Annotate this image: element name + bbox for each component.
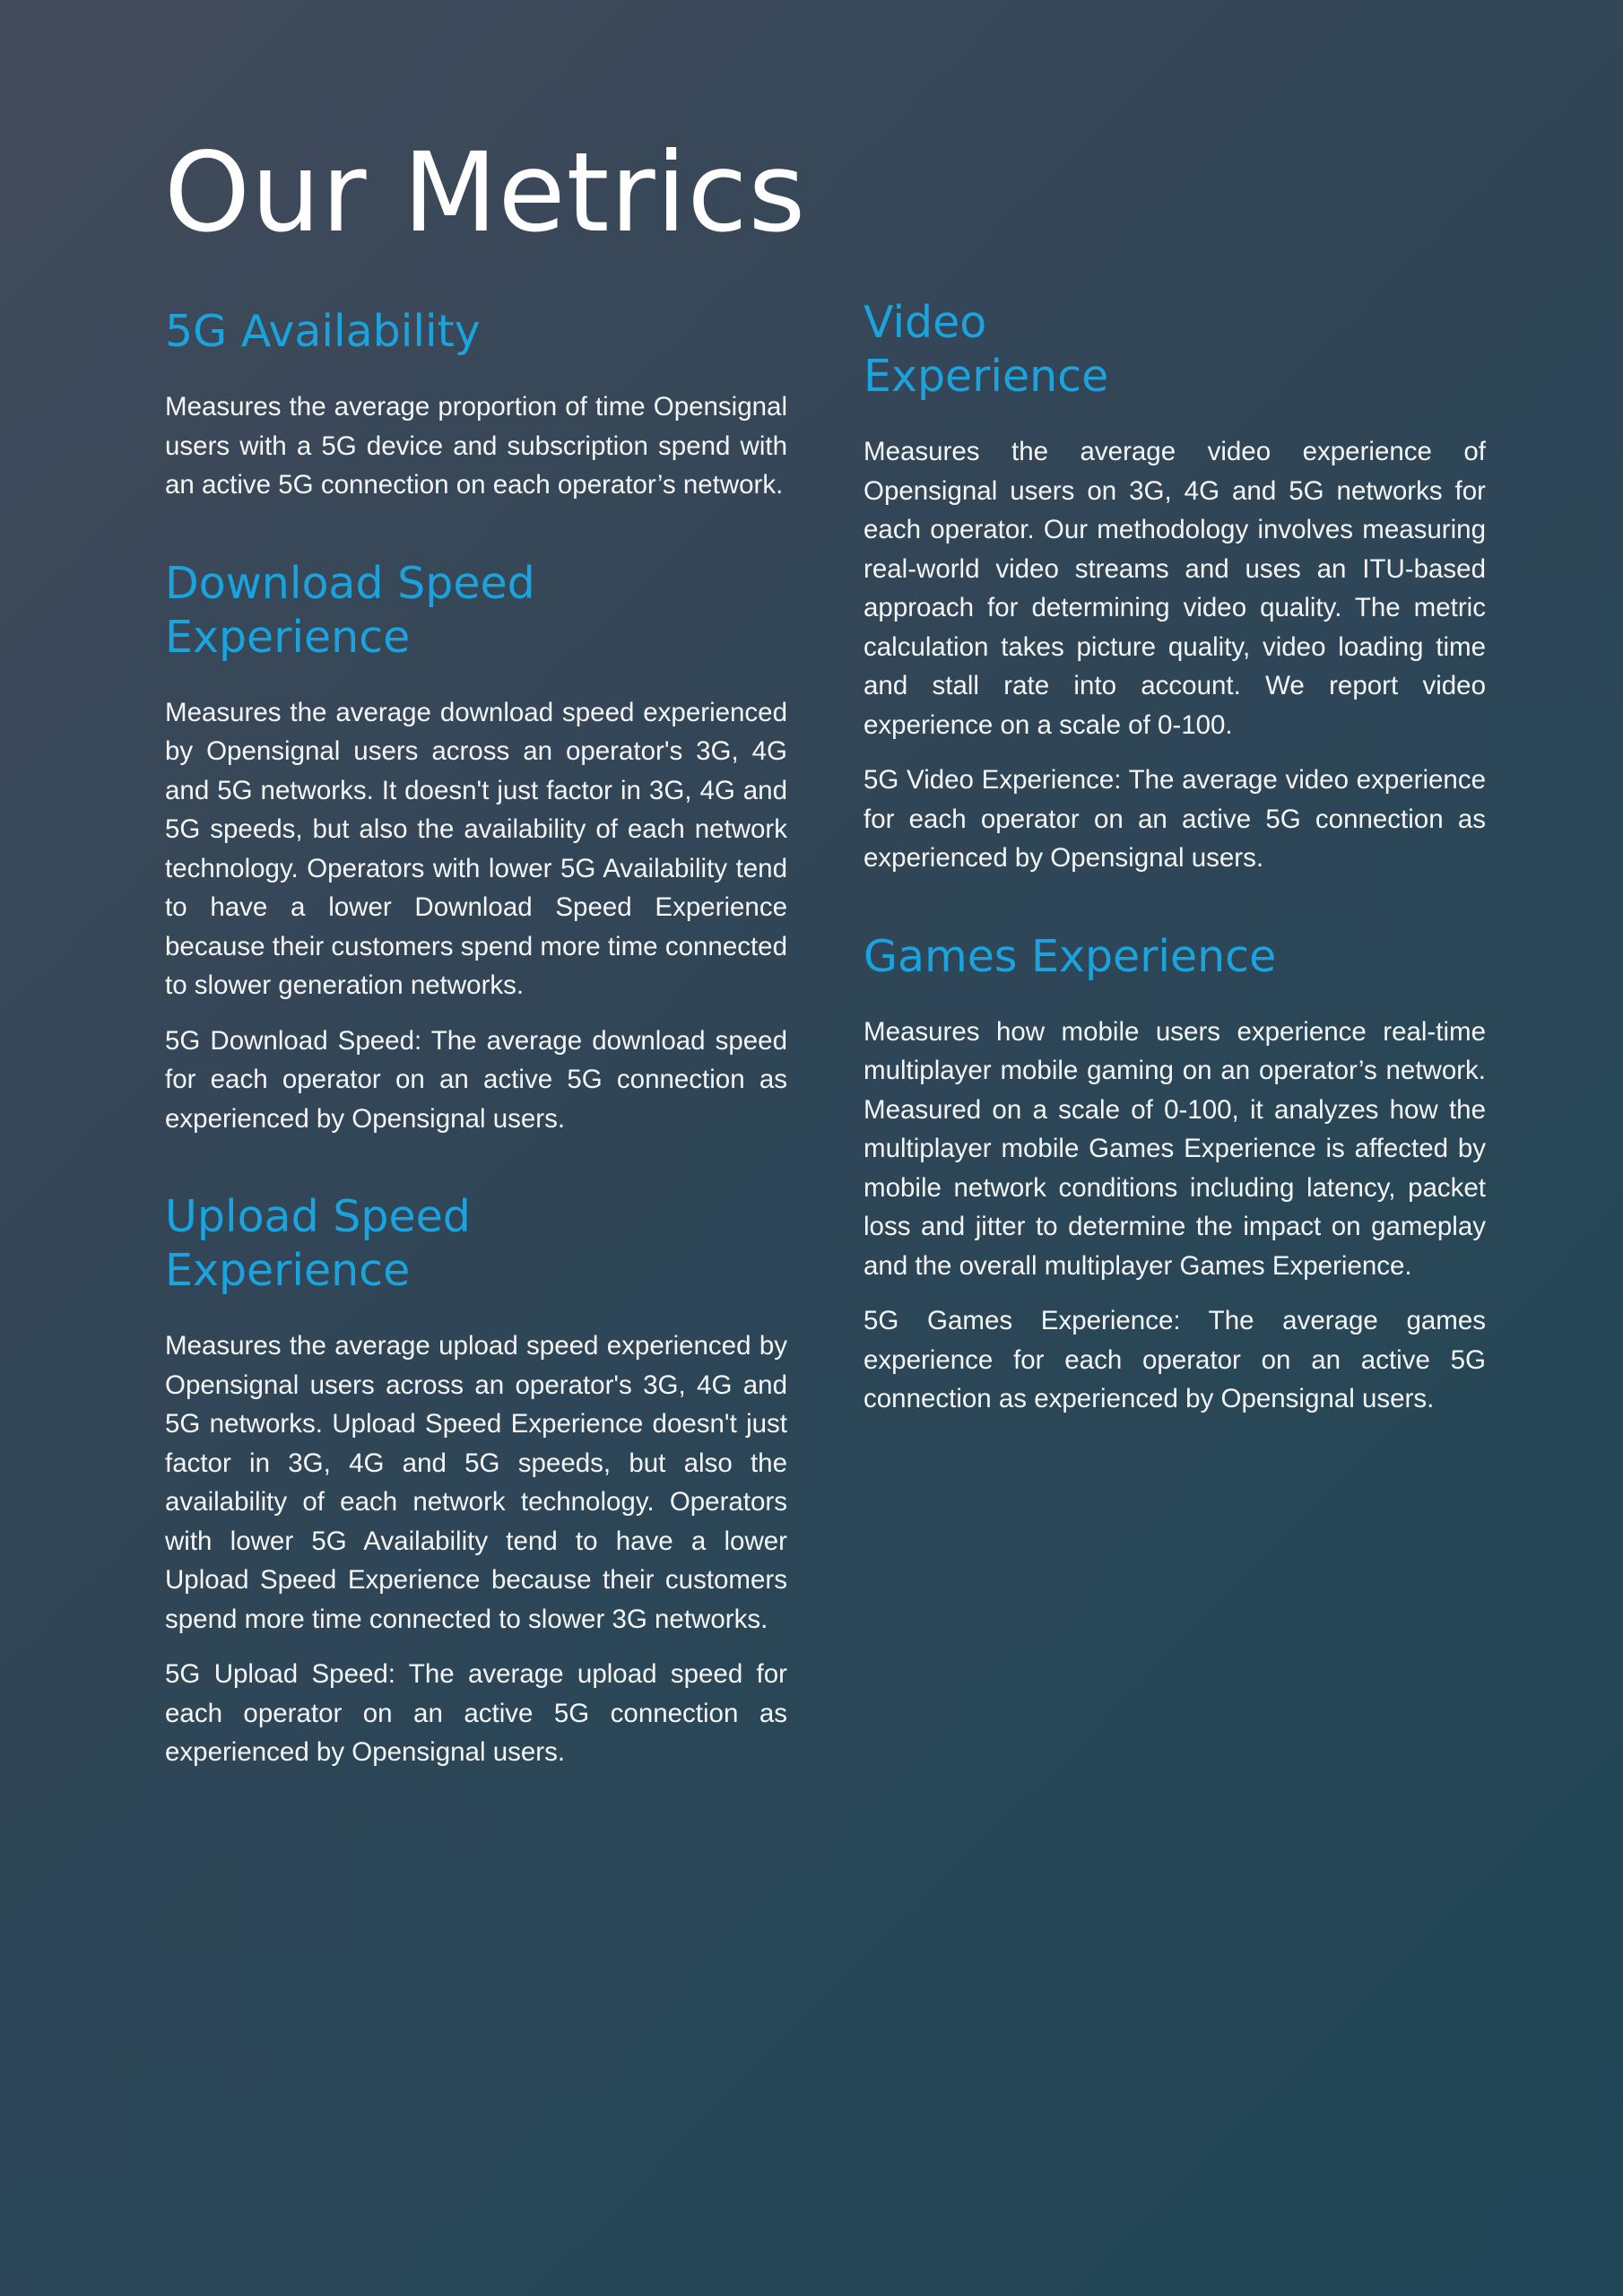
page-title: Our Metrics (164, 129, 807, 257)
section-download-speed-experience (165, 557, 787, 1139)
section-upload-speed-experience (165, 1190, 787, 1772)
section-paragraph: 5G Video Experience: The average video experience for each operator on an active 5G connection as experienced by Opensignal users. (864, 765, 1486, 873)
section-heading: 5G Availability (165, 306, 481, 357)
section-heading: Download Speed Experience (165, 557, 535, 663)
section-heading: Upload Speed Experience (165, 1191, 471, 1296)
section-video-experience (864, 296, 1486, 878)
section-paragraph: Measures the average upload speed experienced by Opensignal users across an operator's 3G, 4G and 5G networks. Upload Speed Experience doesn't just factor in 3G, 4G and 5G speeds, but also the availability of each network technology. Operators with lower 5G Availability tend to have a lower Upload Speed Experience because their customers spend more time connected to slower 3G networks. (165, 1331, 787, 1634)
section-paragraph: Measures the average proportion of time Opensignal users with a 5G device and subscription spend with an active 5G connection on each operator’s network. (165, 392, 787, 500)
section-heading: Video Experience (864, 297, 1109, 402)
section-paragraph: 5G Upload Speed: The average upload speed for each operator on an active 5G connection as experienced by Opensignal users. (165, 1659, 787, 1767)
left-column (165, 305, 787, 1824)
section-heading: Games Experience (864, 930, 1277, 982)
section-5g-availability (165, 305, 787, 505)
section-paragraph: Measures the average download speed experienced by Opensignal users across an operator's 3G, 4G and 5G networks. It doesn't just factor in 3G, 4G and 5G speeds, but also the availability of each network technology. Operators with lower 5G Availability tend to have a lower Download Speed Experience because their customers spend more time connected to slower generation networks. (165, 697, 787, 1000)
section-paragraph: Measures the average video experience of Opensignal users on 3G, 4G and 5G networks for each operator. Our methodology involves measuring real-world video streams and uses an ITU-based approach for determining video quality. The metric calculation takes picture quality, video loading time and stall rate into account. We report video experience on a scale of 0-100. (864, 437, 1486, 740)
right-column (864, 296, 1486, 1471)
section-paragraph: 5G Games Experience: The average games experience for each operator on an active 5G connection as experienced by Opensignal users. (864, 1306, 1486, 1413)
section-paragraph: 5G Download Speed: The average download speed for each operator on an active 5G connection as experienced by Opensignal users. (165, 1025, 787, 1134)
section-paragraph: Measures how mobile users experience real-time multiplayer mobile gaming on an operator’s network. Measured on a scale of 0-100, it analyzes how the multiplayer mobile Games Experience is affected by mobile network conditions including latency, packet loss and jitter to determine the impact on gameplay and the overall multiplayer Games Experience. (864, 1016, 1486, 1281)
section-games-experience (864, 930, 1486, 1419)
